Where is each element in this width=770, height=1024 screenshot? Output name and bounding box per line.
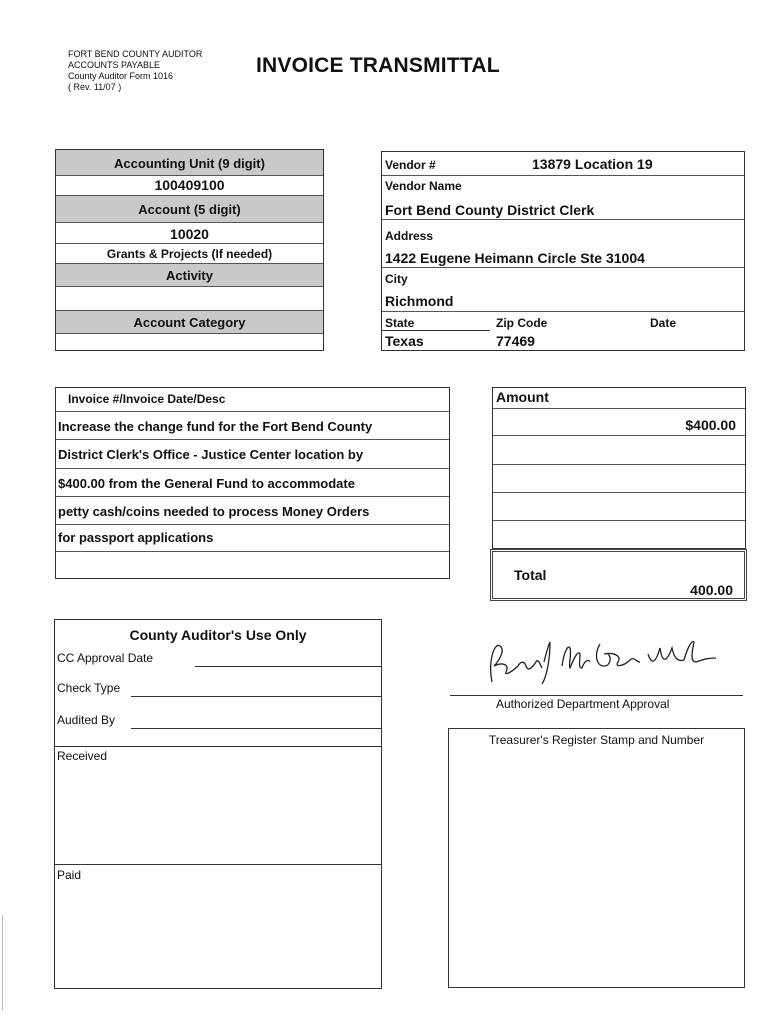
invoice-box: [55, 387, 450, 579]
received-divider: [55, 864, 381, 865]
signature-image: [484, 632, 724, 688]
address-row: [382, 244, 744, 268]
invoice-line-4: [56, 497, 449, 525]
vendor-number-value[interactable]: 13879 Location 19: [532, 156, 653, 172]
city-value[interactable]: Richmond: [385, 293, 454, 309]
amount-line-value[interactable]: $400.00: [685, 417, 736, 433]
invoice-line-text[interactable]: petty cash/coins needed to process Money Orders: [58, 504, 370, 519]
total-box: [490, 549, 747, 601]
amount-line-4[interactable]: [493, 493, 745, 521]
address-value[interactable]: 1422 Eugene Heimann Circle Ste 31004: [385, 250, 645, 266]
received-label: Received: [57, 749, 108, 763]
vendor-name-value[interactable]: Fort Bend County District Clerk: [385, 202, 595, 218]
zip-code-label: Zip Code: [496, 316, 548, 330]
account-category-label: Account Category: [56, 311, 323, 334]
address-label: Address: [385, 229, 434, 243]
activity-value[interactable]: [56, 287, 323, 311]
invoice-line-5: [56, 525, 449, 552]
vendor-name-label: Vendor Name: [385, 179, 462, 193]
header-line-1: FORT BEND COUNTY AUDITOR: [68, 49, 203, 59]
vendor-number-row: [382, 152, 744, 176]
audited-by-label: Audited By: [57, 713, 116, 727]
invoice-line-text[interactable]: Increase the change fund for the Fort Bend County: [58, 419, 373, 434]
header-line-3: County Auditor Form 1016: [68, 71, 174, 81]
auditor-divider: [55, 746, 381, 747]
account-category-value[interactable]: [56, 334, 323, 351]
accounting-unit-label: Accounting Unit (9 digit): [56, 150, 323, 176]
invoice-line-6[interactable]: [56, 552, 449, 578]
treasurer-stamp-box[interactable]: [448, 728, 745, 988]
vendor-box: [381, 151, 745, 351]
city-label: City: [385, 272, 408, 286]
invoice-line-text[interactable]: District Clerk's Office - Justice Center location by: [58, 447, 364, 462]
check-type-field[interactable]: [131, 696, 381, 697]
invoice-header-row: [56, 388, 449, 412]
amount-header-label: Amount: [496, 389, 549, 405]
account-label: Account (5 digit): [56, 196, 323, 223]
account-value[interactable]: 10020: [56, 223, 323, 244]
grants-projects-label: Grants & Projects (If needed): [56, 244, 323, 264]
city-row: [382, 288, 744, 312]
total-label: Total: [514, 567, 547, 583]
treasurer-stamp-label: Treasurer's Register Stamp and Number: [488, 733, 705, 747]
amount-header-row: [493, 388, 745, 409]
amount-line-5[interactable]: [493, 521, 745, 549]
header-line-4: ( Rev. 11/07 ): [68, 82, 122, 92]
accounting-box: [55, 149, 324, 351]
invoice-line-2: [56, 440, 449, 469]
vendor-name-row: [382, 194, 744, 220]
amount-line-3[interactable]: [493, 465, 745, 493]
invoice-line-text[interactable]: for passport applications: [58, 530, 214, 545]
date-label: Date: [650, 316, 677, 330]
zip-code-value[interactable]: 77469: [496, 333, 535, 349]
cc-approval-field[interactable]: [195, 666, 381, 667]
cc-approval-label: CC Approval Date: [57, 651, 154, 665]
approval-signature-line: [450, 695, 743, 696]
audited-by-field[interactable]: [131, 728, 381, 729]
activity-label: Activity: [56, 264, 323, 287]
accounting-unit-value[interactable]: 100409100: [56, 176, 323, 196]
total-value[interactable]: 400.00: [690, 582, 733, 598]
amount-box: [492, 387, 746, 549]
amount-line-2[interactable]: [493, 436, 745, 465]
vendor-number-label: Vendor #: [385, 158, 436, 172]
scan-edge: [2, 915, 3, 1010]
invoice-line-text[interactable]: $400.00 from the General Fund to accommodate: [58, 476, 355, 491]
state-divider: [382, 330, 490, 331]
approval-label: Authorized Department Approval: [496, 697, 670, 711]
invoice-line-1: [56, 412, 449, 440]
auditor-title: County Auditor's Use Only: [129, 627, 307, 643]
invoice-header-label: Invoice #/Invoice Date/Desc: [68, 392, 226, 406]
state-label: State: [385, 316, 415, 330]
form-title: INVOICE TRANSMITTAL: [256, 54, 500, 77]
state-value[interactable]: Texas: [385, 333, 424, 349]
amount-line-1: [493, 409, 745, 436]
header-line-2: ACCOUNTS PAYABLE: [68, 60, 161, 70]
paid-label: Paid: [57, 868, 82, 882]
check-type-label: Check Type: [57, 681, 121, 695]
invoice-line-3: [56, 469, 449, 497]
auditor-box: [54, 619, 382, 989]
